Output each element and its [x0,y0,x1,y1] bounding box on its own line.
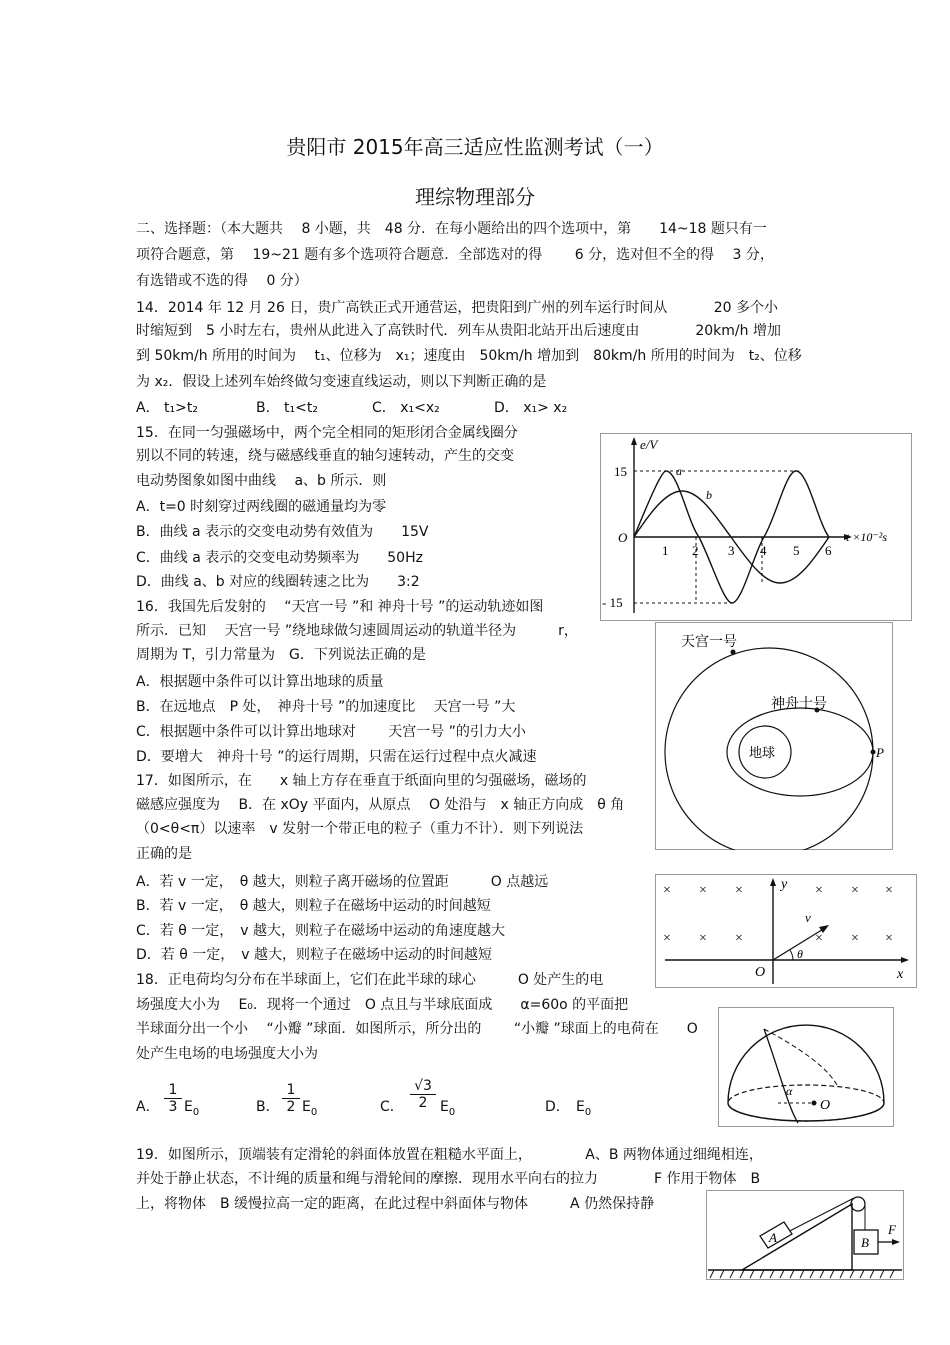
e0-symbol: $E_0$ [184,1099,200,1118]
q18-line: 18．正电荷均匀分布在半球面上，它们在此半球的球心 O 处产生的电 [136,972,604,988]
orbit-diagram [655,622,893,850]
q15-line: 别以不同的转速，绕与磁感线垂直的轴匀速转动，产生的交变 [136,448,514,464]
cross-mark: × [851,931,859,946]
q16-option-b: B．在远地点 P 处， 神舟十号 ”的加速度比 天宫一号 ”大 [136,699,516,715]
y-axis-label: e/V [640,437,658,452]
q16-line: 所示．已知 天宫一号 ”绕地球做匀速圆周运动的轨道半径为 r， [136,623,578,639]
q16-option-d: D．要增大 神舟十号 ”的运行周期，只需在运行过程中点火减速 [136,749,537,765]
q14-line: 到 50km/h 所用的时间为 t₁、位移为 x₁；速度由 50km/h 增加到 80km/h 所用的时间为 t₂、位移 [136,348,802,364]
e0-symbol: $E_0$ [302,1099,318,1118]
cross-mark: × [735,883,743,898]
curve-a-label: a [676,464,682,478]
section-title: 理综物理部分 [415,185,535,209]
hemisphere-diagram [718,1007,894,1127]
q17-line: 磁感应强度为 B．在 xOy 平面内，从原点 O 处沿与 x 轴正方向成 θ 角 [136,797,625,813]
q14-option-b: B． t₁<t₂ [256,400,318,416]
ac-emf-graph [600,433,912,621]
shenzhou-label: 神舟十号 [771,697,827,712]
earth-label: 地球 [749,745,776,760]
cross-mark: × [885,883,893,898]
tick-neg15: - 15 [602,595,623,610]
fraction-b [282,1082,300,1115]
fraction-c [410,1078,436,1111]
q16-option-c: C．根据题中条件可以计算出地球对 天宫一号 ”的引力大小 [136,724,526,740]
q18-option-b: B． [256,1099,280,1115]
q18-option-c: C． [380,1099,404,1115]
q18-line: 场强度大小为 E₀．现将一个通过 O 点且与半球底面成 α=60o 的平面把 [136,997,629,1013]
q16-line: 16．我国先后发射的 “天宫一号 ”和 神舟十号 ”的运动轨迹如图 [136,599,544,615]
x-tick: 6 [825,543,832,558]
denominator: 3 [164,1098,182,1115]
intro-line: 二、选择题：（本大题共 8 小题，共 48 分．在每小题给出的四个选项中，第 14~18 题只有一 [136,221,767,237]
x-axis-unit: t ×10⁻²s [846,530,888,544]
fraction-a [164,1082,182,1115]
q14-option-d: D． x₁> x₂ [494,400,568,416]
e0-symbol: $E_0$ [440,1099,456,1118]
point-p-label: P [876,745,884,760]
block-a-label: A [769,1230,777,1245]
cross-mark: × [851,883,859,898]
e0-symbol: $E_0$ [576,1099,592,1118]
numerator: 1 [168,1082,178,1098]
origin-label: O [618,530,628,545]
q19-line: 并处于静止状态，不计绳的质量和绳与滑轮间的摩擦．现用水平向右的拉力 F 作用于物体 B [136,1171,761,1187]
cross-mark: × [663,883,671,898]
x-tick: 4 [760,543,767,558]
q17-line: 正确的是 [136,846,192,862]
curve-b-label: b [706,488,712,502]
q16-option-a: A．根据题中条件可以计算出地球的质量 [136,674,384,690]
alpha-label: α [786,1084,793,1098]
q15-line: 电动势图象如图中曲线 a、b 所示．则 [136,473,387,489]
numerator: 1 [286,1082,296,1098]
cross-mark: × [885,931,893,946]
velocity-label: v [805,910,811,925]
x-tick: 2 [692,543,699,558]
cross-mark: × [699,883,707,898]
numerator: √3 [414,1078,432,1094]
q17-option-d: D．若 θ 一定， v 越大，则粒子在磁场中运动的时间越短 [136,947,492,963]
theta-label: θ [797,947,803,961]
q19-line: 上，将物体 B 缓慢拉高一定的距离，在此过程中斜面体与物体 A 仍然保持静 [136,1196,655,1212]
center-o-label: O [820,1098,831,1113]
cross-mark: × [699,931,707,946]
exam-title: 贵阳市 2015年高三适应性监测考试（一） [286,135,664,159]
cross-mark: × [735,931,743,946]
cross-mark: × [663,931,671,946]
force-f-label: F [888,1222,896,1237]
origin-label: O [755,965,766,980]
denominator: 2 [282,1098,300,1115]
q17-option-b: B．若 v 一定， θ 越大，则粒子在磁场中运动的时间越短 [136,898,491,914]
q18-line: 半球面分出一个小 “小瓣 ”球面．如图所示，所分出的 “小瓣 ”球面上的电荷在 O [136,1021,698,1037]
q16-line: 周期为 T，引力常量为 G．下列说法正确的是 [136,647,426,663]
q14-option-c: C． x₁<x₂ [372,400,440,416]
q15-option-c: C．曲线 a 表示的交变电动势频率为 50Hz [136,550,423,566]
y-axis-label: y [781,877,788,892]
q17-option-a: A．若 v 一定， θ 越大，则粒子离开磁场的位置距 O 点越远 [136,874,549,890]
x-tick: 5 [793,543,800,558]
magnetic-field-diagram [655,874,917,988]
denominator: 2 [410,1094,436,1111]
q17-line: 17．如图所示，在 x 轴上方存在垂直于纸面向里的匀强磁场，磁场的 [136,773,587,789]
q14-option-a: A． t₁>t₂ [136,400,198,416]
q15-option-a: A．t=0 时刻穿过两线圈的磁通量均为零 [136,499,387,515]
q15-option-d: D．曲线 a、b 对应的线圈转速之比为 3:2 [136,574,420,590]
cross-mark: × [815,931,823,946]
q18-option-a: A． [136,1099,160,1115]
incline-pulley-diagram [706,1190,904,1280]
q15-line: 15．在同一匀强磁场中，两个完全相同的矩形闭合金属线圈分 [136,425,518,441]
q14-line: 时缩短到 5 小时左右，贵州从此进入了高铁时代．列车从贵阳北站开出后速度由 20km/h 增加 [136,323,781,339]
q14-line: 为 x₂．假设上述列车始终做匀变速直线运动，则以下判断正确的是 [136,374,547,390]
block-b-label: B [861,1235,869,1250]
q15-option-b: B．曲线 a 表示的交变电动势有效值为 15V [136,524,429,540]
q14-line: 14．2014 年 12 月 26 日，贵广高铁正式开通营运，把贵阳到广州的列车运行时间从 20 多个小 [136,300,779,316]
intro-line: 项符合题意，第 19~21 题有多个选项符合题意．全部选对的得 6 分，选对但不全的得 3 分， [136,247,774,263]
x-tick: 1 [662,543,669,558]
x-axis-label: x [897,967,904,982]
intro-line: 有选错或不选的得 0 分） [136,273,308,289]
tick-15: 15 [614,464,627,479]
q18-line: 处产生电场的电场强度大小为 [136,1046,318,1062]
q17-line: （0<θ<π）以速率 v 发射一个带正电的粒子（重力不计）．则下列说法 [136,821,584,837]
tiangong-label: 天宫一号 [681,635,737,650]
q17-option-c: C．若 θ 一定， v 越大，则粒子在磁场中运动的角速度越大 [136,923,505,939]
cross-mark: × [815,883,823,898]
x-tick: 3 [728,543,735,558]
q19-line: 19．如图所示，顶端装有定滑轮的斜面体放置在粗糙水平面上， A、B 两物体通过细绳相连， [136,1147,763,1163]
q18-option-d: D． [545,1099,570,1115]
